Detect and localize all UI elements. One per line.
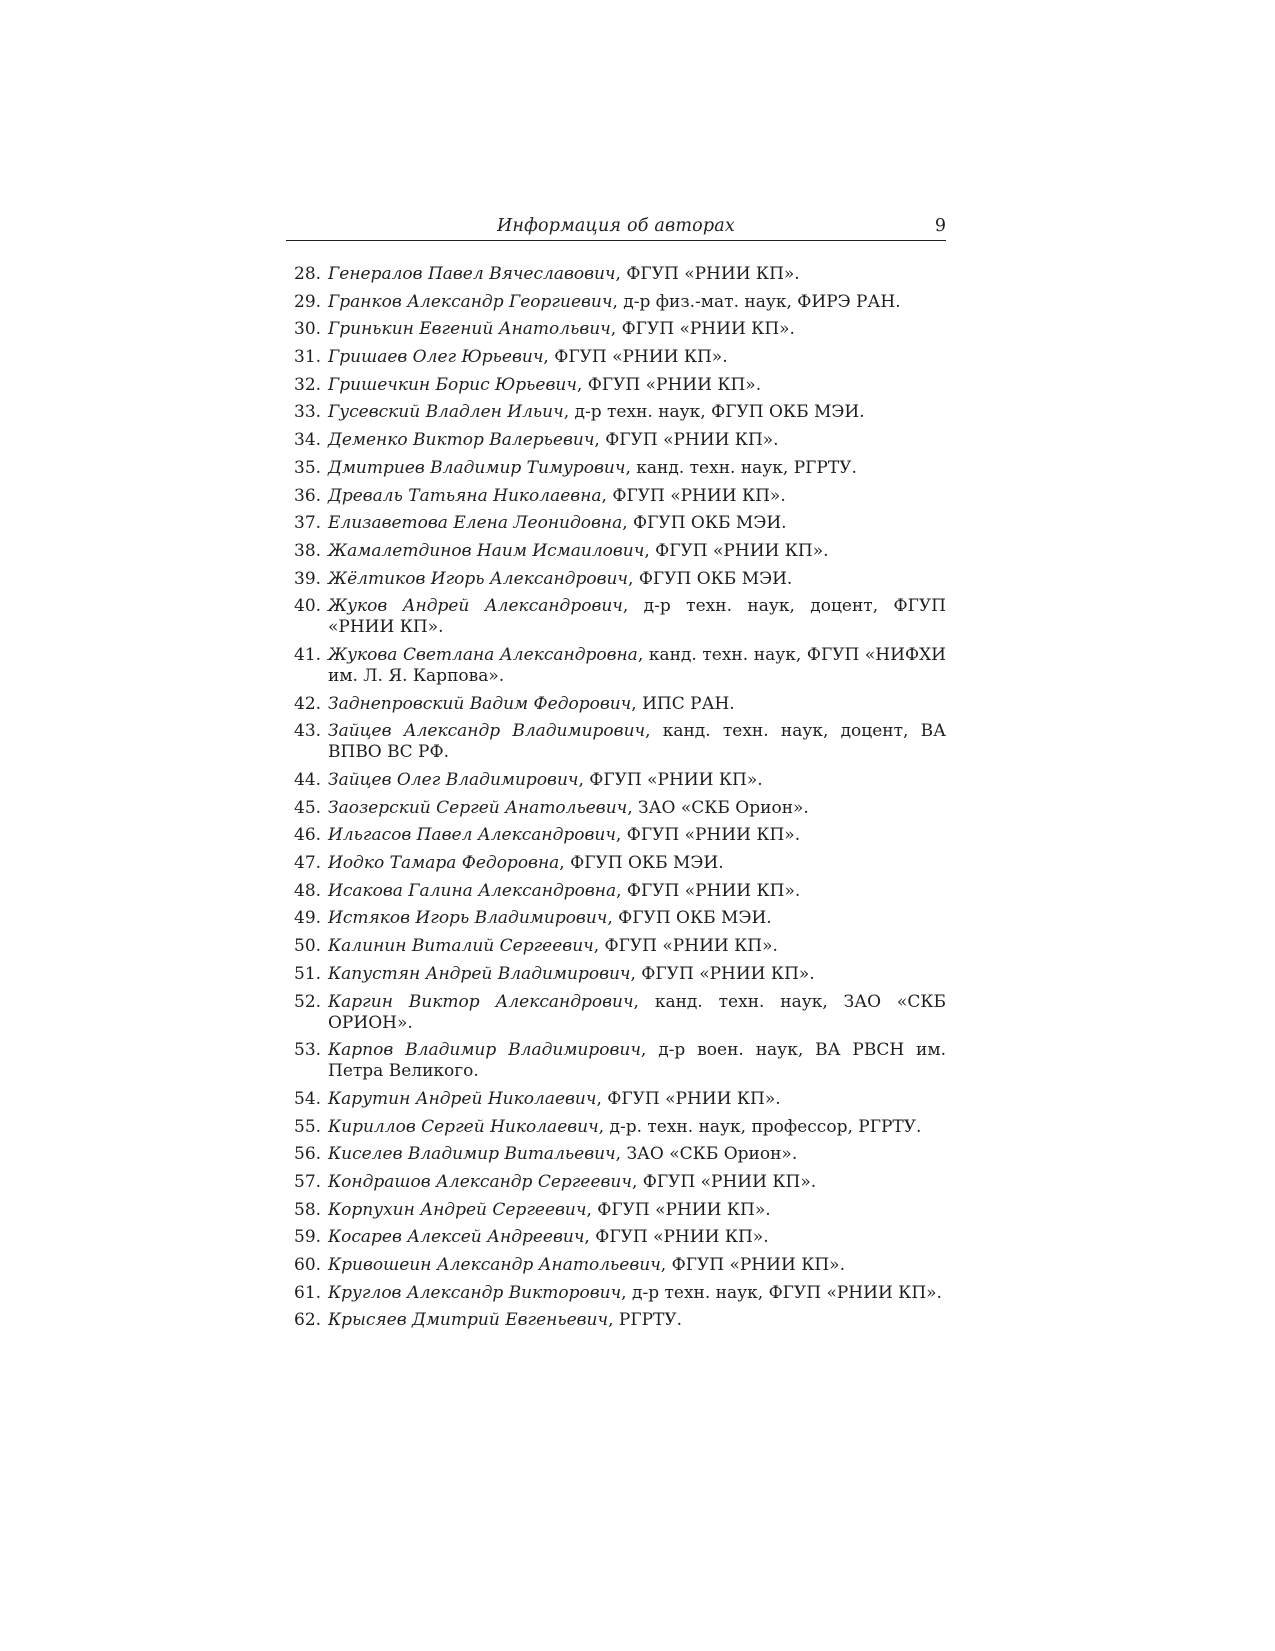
item-number: 40. xyxy=(294,596,322,617)
author-name: Каргин Виктор Александрович xyxy=(328,991,634,1012)
author-name: Жёлтиков Игорь Александрович xyxy=(328,568,629,589)
author-name: Косарев Алексей Андреевич xyxy=(328,1227,585,1248)
author-affiliation: , канд. техн. наук, ЗАО «СКБ ОРИОН». xyxy=(328,991,946,1033)
list-item xyxy=(286,541,946,562)
list-item xyxy=(286,375,946,396)
list-item xyxy=(286,645,946,687)
author-affiliation: , ФГУП «РНИИ КП». xyxy=(630,963,815,984)
author-affiliation: , канд. техн. наук, ФГУП «НИФХИ им. Л. Я. Карпова». xyxy=(328,644,946,686)
item-number: 36. xyxy=(294,485,322,506)
item-number: 57. xyxy=(294,1171,322,1192)
author-name: Жукова Светлана Александровна xyxy=(328,644,638,665)
item-number: 28. xyxy=(294,264,322,284)
author-name: Иодко Тамара Федоровна xyxy=(328,853,560,874)
author-name: Кириллов Сергей Николаевич xyxy=(328,1116,599,1137)
author-affiliation: , ФГУП «РНИИ КП». xyxy=(610,319,795,340)
item-number: 58. xyxy=(294,1199,322,1220)
author-name: Деменко Виктор Валерьевич xyxy=(328,430,595,451)
item-number: 49. xyxy=(294,908,322,929)
list-item xyxy=(286,292,946,313)
item-number: 53. xyxy=(294,1040,322,1061)
author-affiliation: , ФГУП ОКБ МЭИ. xyxy=(559,853,724,874)
list-item xyxy=(286,964,946,985)
author-name: Зайцев Олег Владимирович xyxy=(328,770,579,790)
author-name: Истяков Игорь Владимирович xyxy=(328,908,608,929)
item-number: 46. xyxy=(294,825,322,846)
list-item xyxy=(286,402,946,423)
running-title: Информация об авторах xyxy=(496,216,736,236)
author-name: Генералов Павел Вячеславович xyxy=(328,264,616,284)
author-name: Корпухин Андрей Сергеевич xyxy=(328,1199,587,1220)
author-affiliation: , РГРТУ. xyxy=(608,1310,683,1331)
author-name: Гришечкин Борис Юрьевич xyxy=(328,374,577,395)
list-item xyxy=(286,770,946,791)
list-item xyxy=(286,908,946,929)
author-name: Гусевский Владлен Ильич xyxy=(328,402,564,423)
author-name: Крысяев Дмитрий Евгеньевич xyxy=(328,1310,609,1331)
running-header xyxy=(286,210,946,241)
item-number: 61. xyxy=(294,1282,322,1303)
list-item xyxy=(286,936,946,957)
item-number: 41. xyxy=(294,644,322,665)
list-item xyxy=(286,881,946,902)
item-number: 48. xyxy=(294,880,322,901)
author-affiliation: , канд. техн. наук, доцент, ВА ВПВО ВС РФ. xyxy=(328,721,946,763)
author-affiliation: , д-р техн. наук, ФГУП ОКБ МЭИ. xyxy=(563,402,865,423)
item-number: 56. xyxy=(294,1144,322,1165)
list-item xyxy=(286,992,946,1034)
author-affiliation: , д-р. техн. наук, профессор, РГРТУ. xyxy=(598,1116,922,1137)
author-affiliation: , ФГУП «РНИИ КП». xyxy=(660,1255,845,1275)
author-name: Калинин Виталий Сергеевич xyxy=(328,936,594,957)
author-name: Дмитриев Владимир Тимурович xyxy=(328,457,626,478)
author-affiliation: , ФГУП «РНИИ КП». xyxy=(543,347,728,368)
author-name: Елизаветова Елена Леонидовна xyxy=(328,513,623,534)
item-number: 29. xyxy=(294,291,322,312)
list-item xyxy=(286,721,946,763)
list-item xyxy=(286,430,946,451)
item-number: 47. xyxy=(294,853,322,874)
item-number: 42. xyxy=(294,693,322,714)
page-number: 9 xyxy=(934,216,946,236)
page-content xyxy=(286,210,946,1338)
author-affiliation: , ФГУП «РНИИ КП». xyxy=(596,1088,781,1109)
author-name: Круглов Александр Викторович xyxy=(328,1282,622,1303)
author-name: Киселев Владимир Витальевич xyxy=(328,1144,616,1165)
author-affiliation: , канд. техн. наук, РГРТУ. xyxy=(625,457,857,478)
author-affiliation: , ФГУП «РНИИ КП». xyxy=(584,1227,769,1248)
author-name: Ильгасов Павел Александрович xyxy=(328,825,616,846)
author-affiliation: , д-р воен. наук, ВА РВСН им. Петра Великого. xyxy=(328,1040,947,1082)
list-item xyxy=(286,486,946,507)
author-affiliation: , ФГУП «РНИИ КП». xyxy=(615,825,801,846)
list-item xyxy=(286,596,946,638)
author-name: Кондрашов Александр Сергеевич xyxy=(328,1171,632,1192)
list-item xyxy=(286,513,946,534)
list-item xyxy=(286,264,946,285)
item-number: 38. xyxy=(294,540,322,561)
author-affiliation: , ФГУП «РНИИ КП». xyxy=(615,264,800,284)
author-affiliation: , д-р техн. наук, ФГУП «РНИИ КП». xyxy=(621,1282,942,1303)
author-affiliation: , ФГУП «РНИИ КП». xyxy=(593,936,778,957)
list-item xyxy=(286,825,946,846)
list-item xyxy=(286,1089,946,1110)
item-number: 33. xyxy=(294,402,322,423)
list-item xyxy=(286,1255,946,1276)
list-item xyxy=(286,1283,946,1304)
list-item xyxy=(286,1144,946,1165)
item-number: 60. xyxy=(294,1255,322,1275)
author-affiliation: , д-р техн. наук, доцент, ФГУП «РНИИ КП». xyxy=(328,596,946,638)
item-number: 37. xyxy=(294,513,322,534)
author-list xyxy=(286,264,946,1331)
author-affiliation: , ЗАО «СКБ Орион». xyxy=(615,1144,798,1165)
item-number: 30. xyxy=(294,319,322,340)
list-item xyxy=(286,694,946,715)
author-affiliation: , ФГУП «РНИИ КП». xyxy=(616,880,801,901)
item-number: 50. xyxy=(294,936,322,957)
author-name: Гришаев Олег Юрьевич xyxy=(328,347,544,368)
author-name: Жамалетдинов Наим Исмаилович xyxy=(328,540,645,561)
list-item xyxy=(286,853,946,874)
author-affiliation: , ФГУП ОКБ МЭИ. xyxy=(607,908,772,929)
author-affiliation: , ФГУП «РНИИ КП». xyxy=(594,430,779,451)
author-affiliation: , ФГУП ОКБ МЭИ. xyxy=(628,568,793,589)
author-affiliation: , ФГУП «РНИИ КП». xyxy=(644,540,829,561)
author-affiliation: , ЗАО «СКБ Орион». xyxy=(627,797,809,818)
item-number: 35. xyxy=(294,457,322,478)
author-name: Зайцев Александр Владимирович xyxy=(328,721,646,742)
author-name: Карпов Владимир Владимирович xyxy=(328,1040,641,1061)
list-item xyxy=(286,319,946,340)
author-name: Карутин Андрей Николаевич xyxy=(328,1088,597,1109)
list-item xyxy=(286,798,946,819)
author-name: Кривошеин Александр Анатольевич xyxy=(328,1255,661,1275)
list-item xyxy=(286,458,946,479)
list-item xyxy=(286,1117,946,1138)
list-item xyxy=(286,347,946,368)
author-affiliation: , ИПС РАН. xyxy=(631,693,735,714)
item-number: 62. xyxy=(294,1310,322,1331)
item-number: 55. xyxy=(294,1116,322,1137)
list-item xyxy=(286,1040,946,1082)
list-item xyxy=(286,1227,946,1248)
item-number: 39. xyxy=(294,568,322,589)
author-name: Капустян Андрей Владимирович xyxy=(328,963,631,984)
list-item xyxy=(286,569,946,590)
author-affiliation: , ФГУП ОКБ МЭИ. xyxy=(622,513,787,534)
item-number: 43. xyxy=(294,721,322,742)
item-number: 31. xyxy=(294,347,322,368)
item-number: 32. xyxy=(294,374,322,395)
item-number: 54. xyxy=(294,1088,322,1109)
author-affiliation: , д-р физ.-мат. наук, ФИРЭ РАН. xyxy=(612,291,901,312)
author-name: Заднепровский Вадим Федорович xyxy=(328,693,632,714)
author-name: Гранков Александр Георгиевич xyxy=(328,291,613,312)
item-number: 52. xyxy=(294,991,322,1012)
list-item xyxy=(286,1310,946,1331)
author-affiliation: , ФГУП «РНИИ КП». xyxy=(576,374,762,395)
author-name: Жуков Андрей Александрович xyxy=(328,596,623,617)
item-number: 51. xyxy=(294,963,322,984)
author-affiliation: , ФГУП «РНИИ КП». xyxy=(631,1171,817,1192)
item-number: 44. xyxy=(294,770,322,790)
list-item xyxy=(286,1172,946,1193)
author-affiliation: , ФГУП «РНИИ КП». xyxy=(578,770,763,790)
author-name: Заозерский Сергей Анатольевич xyxy=(328,797,628,818)
author-affiliation: , ФГУП «РНИИ КП». xyxy=(586,1199,771,1220)
author-name: Исакова Галина Александровна xyxy=(328,880,617,901)
list-item xyxy=(286,1200,946,1221)
author-affiliation: , ФГУП «РНИИ КП». xyxy=(601,485,786,506)
author-name: Древаль Татьяна Николаевна xyxy=(328,485,602,506)
item-number: 59. xyxy=(294,1227,322,1248)
item-number: 34. xyxy=(294,430,322,451)
author-name: Гринькин Евгений Анатольвич xyxy=(328,319,611,340)
item-number: 45. xyxy=(294,797,322,818)
